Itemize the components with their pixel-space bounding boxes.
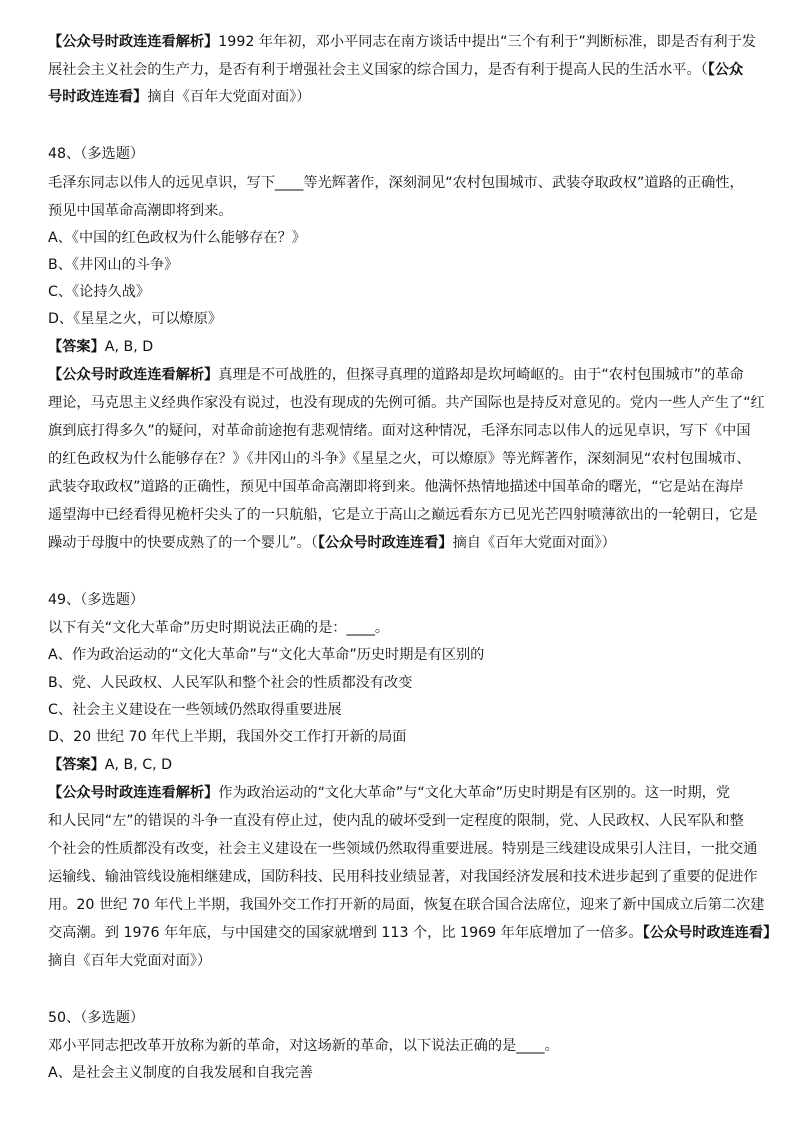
text-span: 50、（多选题）: [48, 1010, 145, 1026]
text-span: 摘自《百年大党面对面》）: [48, 953, 212, 969]
text-line: [48, 308, 222, 330]
text-span: 的红色政权为什么能够存在？》《井冈山的斗争》《星星之火，可以燎原》等光辉著作，深刻洞见“农村包围城市、: [48, 451, 751, 467]
text-line: [48, 31, 756, 53]
bold-label: 【公众号时政连连看】: [642, 925, 778, 941]
text-span: 真理是不可战胜的，但探寻真理的道路却是坎坷崎岖的。由于“农村包围城市”的革命: [218, 367, 744, 383]
bold-label: 【公众号时政连连看解析】: [48, 34, 219, 50]
text-span: A、是社会主义制度的自我发展和自我完善: [48, 1065, 314, 1081]
text-line: [48, 922, 777, 944]
text-span: B、党、人民政权、人民军队和整个社会的性质都没有改变: [48, 675, 413, 691]
text-line: [48, 754, 172, 776]
text-line: [48, 617, 389, 639]
bold-label: 【公众: [707, 62, 744, 78]
text-line: [48, 1035, 559, 1057]
text-line: [48, 504, 757, 526]
text-line: [48, 448, 751, 470]
text-line: [48, 420, 751, 442]
text-span: 运输线、输油管线设施相继建成，国防科技、民用科技业绩显著，对我国经济发展和技术进步起到了重要的促进作: [48, 869, 758, 885]
bold-label: 【公众号时政连连看解析】: [48, 785, 219, 801]
text-line: [48, 364, 744, 386]
text-span: C、社会主义建设在一些领域仍然取得重要进展: [48, 702, 342, 718]
text-line: [48, 59, 743, 81]
text-line: [48, 1062, 313, 1084]
text-line: [48, 254, 178, 276]
text-span: 用。20 世纪 70 年代上半期，我国外交工作打开新的局面，恢复在联合国合法席位，迎来了新中国成立后第二次建: [48, 897, 765, 913]
text-span: 理论，马克思主义经典作家没有说过，也没有现成的先例可循。共产国际也是持反对意见的。党内一些人产生了“红: [48, 395, 765, 411]
text-span: 和人民同“左”的错误的斗争一直没有停止过，使内乱的破坏受到一定程度的限制，党、人民政权、人民军队和整: [48, 813, 744, 829]
text-span: 作为政治运动的“文化大革命”与“文化大革命”历史时期是有区别的。这一时期，党: [218, 785, 731, 801]
text-line: [48, 1007, 144, 1029]
text-span: 旗到底打得多久”的疑问，对革命前途抱有悲观情绪。面对这种情况，毛泽东同志以伟人的远见卓识，写下《中国: [48, 423, 751, 439]
text-line: [48, 476, 744, 498]
text-line: [48, 589, 144, 611]
text-span: 武装夺取政权”道路的正确性，预见中国革命高潮即将到来。他满怀热情地描述中国革命的曙光，“它是站在海岸: [48, 479, 744, 495]
text-span: 49、（多选题）: [48, 592, 145, 608]
text-line: [48, 866, 757, 888]
text-line: [48, 672, 412, 694]
text-span: A、《中国的红色政权为什么能够存在？》: [48, 230, 306, 246]
text-line: [48, 336, 153, 358]
text-line: [48, 281, 150, 303]
text-span: 预见中国革命高潮即将到来。: [48, 203, 233, 219]
text-span: 摘自《百年大党面对面》）: [147, 89, 311, 105]
text-line: [48, 699, 342, 721]
bold-label: 【公众号时政连连看解析】: [48, 367, 219, 383]
text-line: [48, 532, 616, 554]
text-line: [48, 143, 144, 165]
text-span: B、《井冈山的斗争》: [48, 257, 179, 273]
text-line: [48, 86, 310, 108]
text-span: 个社会的性质都没有改变，社会主义建设在一些领域仍然取得重要进展。特别是三线建设成果引人注目，一批交通: [48, 841, 758, 857]
text-span: 以下有关“文化大革命”历史时期说法正确的是：____。: [48, 620, 390, 636]
text-line: [48, 838, 757, 860]
text-span: 躁动于母腹中的快要成熟了的一个婴儿”。（: [48, 535, 318, 551]
text-span: 展社会主义社会的生产力，是否有利于增强社会主义国家的综合国力，是否有利于提高人民的生活水平。（: [48, 62, 708, 78]
text-line: [48, 950, 211, 972]
text-span: 邓小平同志把改革开放称为新的革命，对这场新的革命，以下说法正确的是____。: [48, 1038, 559, 1054]
bold-label: 【答案】: [48, 339, 105, 355]
text-line: [48, 172, 744, 194]
text-line: [48, 726, 407, 748]
text-span: D、20 世纪 70 年代上半期，我国外交工作打开新的局面: [48, 729, 407, 745]
text-span: C、《论持久战》: [48, 284, 151, 300]
text-line: [48, 810, 744, 832]
text-span: 1992 年年初，邓小平同志在南方谈话中提出“三个有利于”判断标准，即是否有利于发: [218, 34, 756, 50]
text-span: 摘自《百年大党面对面》）: [452, 535, 616, 551]
text-line: [48, 392, 765, 414]
bold-label: 号时政连连看】: [48, 89, 148, 105]
bold-label: 【公众号时政连连看】: [317, 535, 453, 551]
text-span: 交高潮。到 1976 年年底，与中国建交的国家就增到 113 个，比 1969 年年底增加了一倍多。: [48, 925, 643, 941]
text-span: D、《星星之火，可以燎原》: [48, 311, 223, 327]
bold-label: 【答案】: [48, 757, 105, 773]
text-span: 48、（多选题）: [48, 146, 145, 162]
text-span: A, B, C, D: [104, 757, 173, 773]
text-span: 遥望海中已经看得见桅杆尖头了的一只航船，它是立于高山之巅远看东方已见光芒四射喷薄欲出的一轮朝日，它是: [48, 507, 758, 523]
text-line: [48, 782, 730, 804]
text-span: A、作为政治运动的“文化大革命”与“文化大革命”历史时期是有区别的: [48, 647, 485, 663]
text-span: A, B, D: [104, 339, 154, 355]
text-span: 毛泽东同志以伟人的远见卓识，写下____等光辉著作，深刻洞见“农村包围城市、武装夺取政权”道路的正确性，: [48, 175, 744, 191]
text-line: [48, 227, 306, 249]
text-line: [48, 200, 232, 222]
text-line: [48, 894, 764, 916]
text-line: [48, 644, 484, 666]
